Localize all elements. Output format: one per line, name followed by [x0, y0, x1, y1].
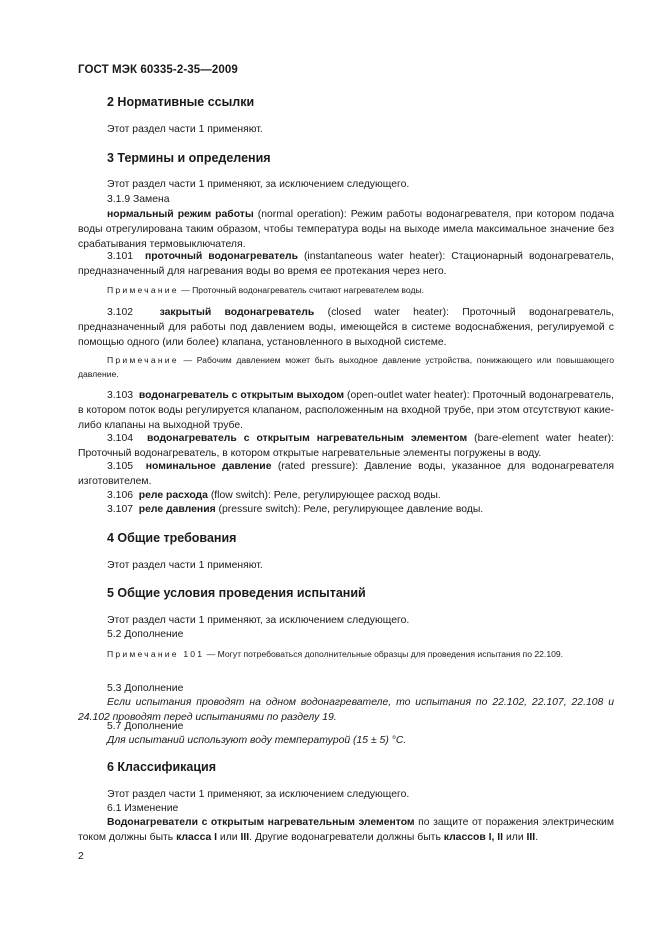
definition-3-105 — [78, 459, 614, 489]
clause-6-1: 6.1 Изменение — [107, 803, 179, 814]
section-4-text: Этот раздел части 1 применяют. — [107, 560, 263, 571]
clause-number: 3.107 — [107, 504, 134, 515]
definition-3-104 — [78, 431, 614, 461]
bare-element-term: Водонагреватели с открытым нагревательным элементом — [107, 817, 415, 828]
note-label: Примечание — [107, 285, 179, 295]
text-run: или — [503, 832, 527, 844]
section-2-heading: 2 Нормативные ссылки — [107, 95, 255, 109]
term-open-outlet-heater: водонагреватель с открытым выходом — [138, 390, 345, 401]
note-text: — Рабочим давлением может быть выходное давление устройства, понижающего или повышающего давление. — [78, 355, 614, 379]
page-number: 2 — [78, 851, 84, 862]
section-5-intro: Этот раздел части 1 применяют, за исключением следующего. — [107, 615, 410, 626]
term-rated-pressure: номинальное давление — [145, 461, 272, 472]
section-3-heading: 3 Термины и определения — [107, 151, 271, 165]
clause-number: 3.106 — [107, 490, 134, 501]
definition-text: (instantaneous water heater): Стационарный водонагреватель, предназначенный для нагревания воды во время ее протекания через него. — [78, 251, 614, 278]
definition-3-101 — [78, 249, 614, 279]
definition-text: (rated pressure): Давление воды, указанное для водонагревателя изготовителем. — [78, 461, 615, 488]
class-iii-second: III — [526, 832, 536, 844]
clause-5-2: 5.2 Дополнение — [107, 629, 184, 640]
definition-3-107 — [78, 502, 614, 517]
note-text: — Могут потребоваться дополнительные образцы для проведения испытания по 22.109. — [204, 649, 564, 659]
note-label: Примечание 101 — [107, 649, 205, 659]
term-normal-operation: нормальный режим работы — [107, 209, 254, 220]
clause-5-7: 5.7 Дополнение — [107, 721, 184, 732]
classes-i-ii: классов I, II — [443, 832, 504, 844]
document-code-header: ГОСТ МЭК 60335-2-35—2009 — [78, 64, 238, 76]
definition-3-103 — [78, 388, 614, 434]
note-3-102 — [78, 354, 614, 381]
definition-3-106 — [78, 488, 614, 503]
clause-3-1-9: 3.1.9 Замена — [107, 194, 170, 205]
section-6-heading: 6 Классификация — [107, 760, 217, 774]
note-label: Примечание — [107, 355, 179, 365]
definition-text: (normal operation): Режим работы водонагревателя, при котором подача воды отрегулирована таким образом, чтобы температура воды на выходе имела максимальное значение без срабатывания термовыключателя. — [78, 209, 614, 251]
section-2-text: Этот раздел части 1 применяют. — [107, 124, 263, 135]
clause-5-3-text: Если испытания проводят на одном водонагревателе, то испытания по 22.102, 22.107, 22.108 и 24.102 проводят перед испытаниями по разделу 19. — [78, 697, 614, 724]
term-pressure-switch: реле давления — [138, 504, 216, 515]
clause-number: 3.105 — [107, 461, 134, 472]
note-101 — [78, 648, 614, 662]
definition-text: (bare-element water heater): Проточный водонагреватель, в котором открытые нагревательные элементы погружены в воду. — [78, 433, 614, 460]
class-i: класса I — [176, 832, 218, 844]
clause-number: 3.104 — [107, 433, 134, 444]
text-run: или — [217, 832, 241, 844]
definition-text: (closed water heater): Проточный водонагреватель, предназначенный для работы под давлением воды, имеющейся в системе водоснабжения, регулируемой с помощью одного (или более) клапана, установленного в выходной системе. — [78, 307, 614, 349]
definition-text: (open-outlet water heater): Проточный водонагреватель, в котором поток воды регулируется клапаном, расположенным на входной трубе, при этом отсутствуют какие-либо клапаны на выходной трубе. — [78, 390, 614, 432]
note-3-101 — [78, 284, 614, 298]
clause-5-3: 5.3 Дополнение — [107, 683, 184, 694]
term-flow-switch: реле расхода — [138, 490, 208, 501]
section-6-intro: Этот раздел части 1 применяют, за исключением следующего. — [107, 789, 410, 800]
section-3-intro: Этот раздел части 1 применяют, за исключением следующего. — [107, 179, 410, 190]
definition-text: (pressure switch): Реле, регулирующее давление воды. — [215, 504, 484, 515]
clause-number: 3.102 — [107, 307, 134, 318]
clause-5-7-text: Для испытаний используют воду температурой (15 ± 5) °С. — [107, 735, 407, 746]
text-run: . Другие водонагреватели должны быть — [249, 832, 444, 844]
term-bare-element-heater: водонагреватель с открытым нагревательным элементом — [146, 433, 468, 444]
text-run: . — [535, 832, 539, 844]
clause-number: 3.101 — [107, 251, 134, 262]
clause-number: 3.103 — [107, 390, 134, 401]
term-closed-heater: закрытый водонагреватель — [159, 307, 315, 318]
section-5-heading: 5 Общие условия проведения испытаний — [107, 586, 366, 600]
definition-text: (flow switch): Реле, регулирующее расход воды. — [207, 490, 441, 501]
class-iii: III — [240, 832, 250, 844]
text-run: по защите от поражения электрическим током должны быть — [78, 817, 614, 844]
section-4-heading: 4 Общие требования — [107, 531, 237, 545]
definition-3-102 — [78, 305, 614, 351]
term-instantaneous-heater: проточный водонагреватель — [144, 251, 299, 262]
classification-paragraph — [78, 815, 614, 845]
note-text: — Проточный водонагреватель считают нагревателем воды. — [178, 285, 425, 295]
definition-normal-operation — [78, 207, 614, 253]
